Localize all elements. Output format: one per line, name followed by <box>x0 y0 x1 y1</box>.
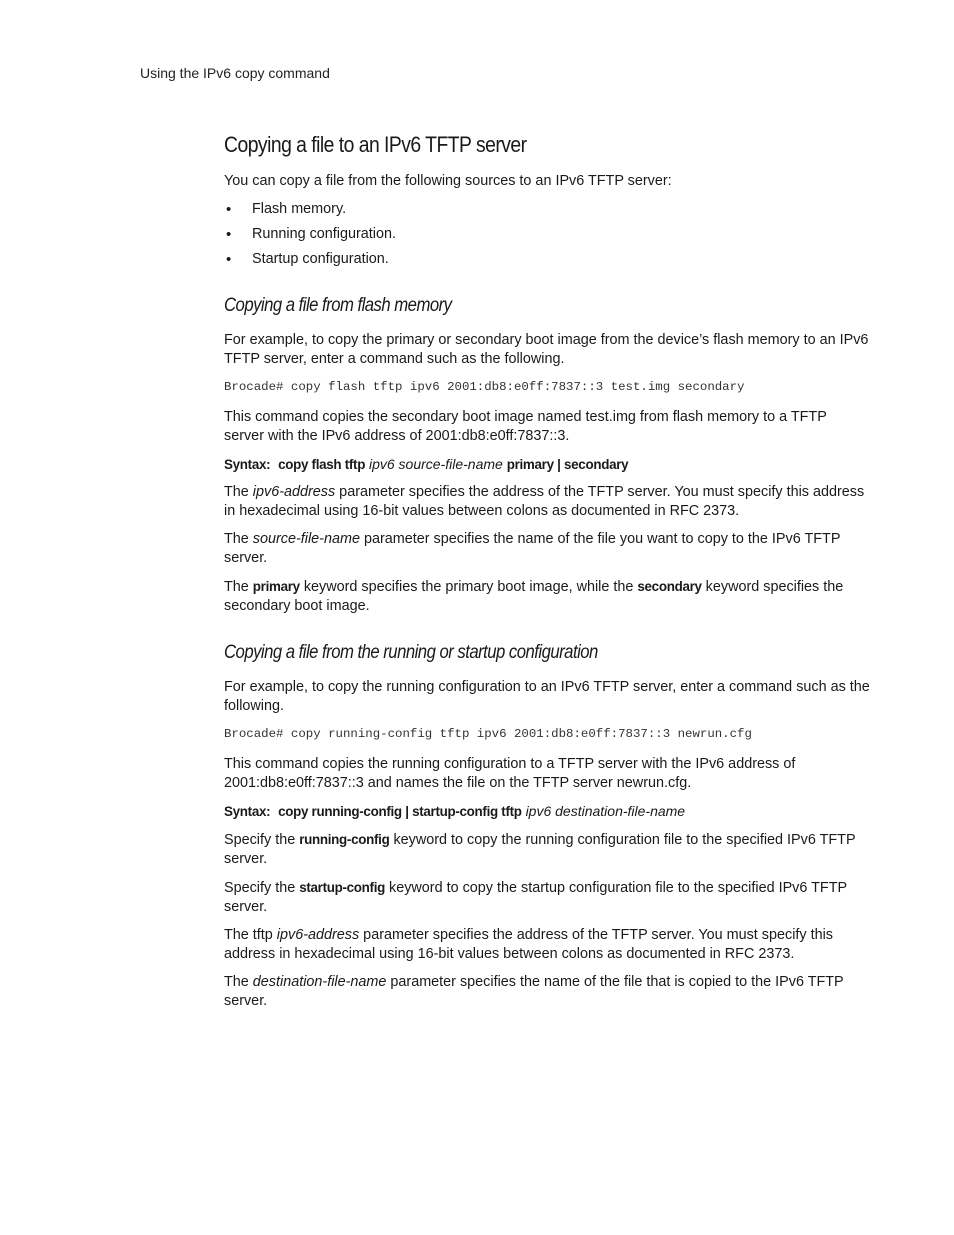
flash-p1: For example, to copy the primary or secondary boot image from the device’s flash memory to an IPv6 TFTP server, enter a command such as the following. <box>224 332 869 367</box>
param-term: ipv6-address <box>276 927 360 943</box>
list-item: • Flash memory. <box>224 200 870 219</box>
keyword: running-config <box>299 832 390 847</box>
param-term: source-file-name <box>252 531 360 547</box>
running-code-example: Brocade# copy running-config tftp ipv6 2001:db8:e0ff:7837::3 newrun.cfg <box>224 727 752 741</box>
syntax-options: primary | secondary <box>506 457 629 472</box>
flash-p2: This command copies the secondary boot image named test.img from flash memory to a TFTP server with the IPv6 address of 2001:db8:e0ff:7837::3. <box>224 409 827 444</box>
syntax-label: Syntax: <box>224 804 271 819</box>
running-p6: The destination-file-name parameter specifies the name of the file that is copied to the IPv6 TFTP server. <box>224 974 844 1009</box>
section-title: Copying a file to an IPv6 TFTP server <box>224 132 527 157</box>
flash-p3: The ipv6-address parameter specifies the address of the TFTP server. You must specify this address in hexadecimal using 16-bit values between colons as documented in RFC 2373. <box>224 484 865 519</box>
running-p2: This command copies the running configuration to a TFTP server with the IPv6 address of 2001:db8:e0ff:7837::3 and names the file on the TFTP server newrun.cfg. <box>224 756 796 791</box>
flash-heading: Copying a file from flash memory <box>224 295 452 316</box>
keyword: secondary <box>637 579 702 594</box>
syntax-command: copy flash tftp <box>278 457 366 472</box>
list-item: • Running configuration. <box>224 225 870 244</box>
param-term: ipv6-address <box>252 484 336 500</box>
section-intro: You can copy a file from the following sources to an IPv6 TFTP server: <box>224 173 672 189</box>
running-heading: Copying a file from the running or startup configuration <box>224 642 598 663</box>
syntax-arguments: ipv6 source-file-name <box>368 456 503 472</box>
flash-p4: The source-file-name parameter specifies the name of the file you want to copy to the IPv6 TFTP server. <box>224 531 841 566</box>
source-list <box>224 200 870 269</box>
running-p5: The tftp ipv6-address parameter specifies the address of the TFTP server. You must specify this address in hexadecimal using 16-bit values between colons as documented in RFC 2373. <box>224 927 833 962</box>
list-item: • Startup configuration. <box>224 250 870 269</box>
keyword: startup-config <box>299 880 386 895</box>
page-content <box>224 132 870 1020</box>
running-syntax <box>224 802 870 821</box>
flash-syntax <box>224 455 870 474</box>
running-p4: Specify the startup-config keyword to copy the startup configuration file to the specified IPv6 TFTP server. <box>224 880 847 915</box>
syntax-label: Syntax: <box>224 457 271 472</box>
running-p3: Specify the running-config keyword to copy the running configuration file to the specified IPv6 TFTP server. <box>224 832 856 867</box>
keyword: primary <box>252 579 300 594</box>
flash-p5: The primary keyword specifies the primary boot image, while the secondary keyword specifies the secondary boot image. <box>224 579 844 614</box>
syntax-arguments: ipv6 destination-file-name <box>525 803 686 819</box>
syntax-command: copy running-config | startup-config tftp <box>278 804 522 819</box>
flash-code-example: Brocade# copy flash tftp ipv6 2001:db8:e0ff:7837::3 test.img secondary <box>224 380 745 394</box>
running-p1: For example, to copy the running configuration to an IPv6 TFTP server, enter a command such as the following. <box>224 679 870 714</box>
param-term: destination-file-name <box>252 974 387 990</box>
running-header: Using the IPv6 copy command <box>140 65 330 81</box>
